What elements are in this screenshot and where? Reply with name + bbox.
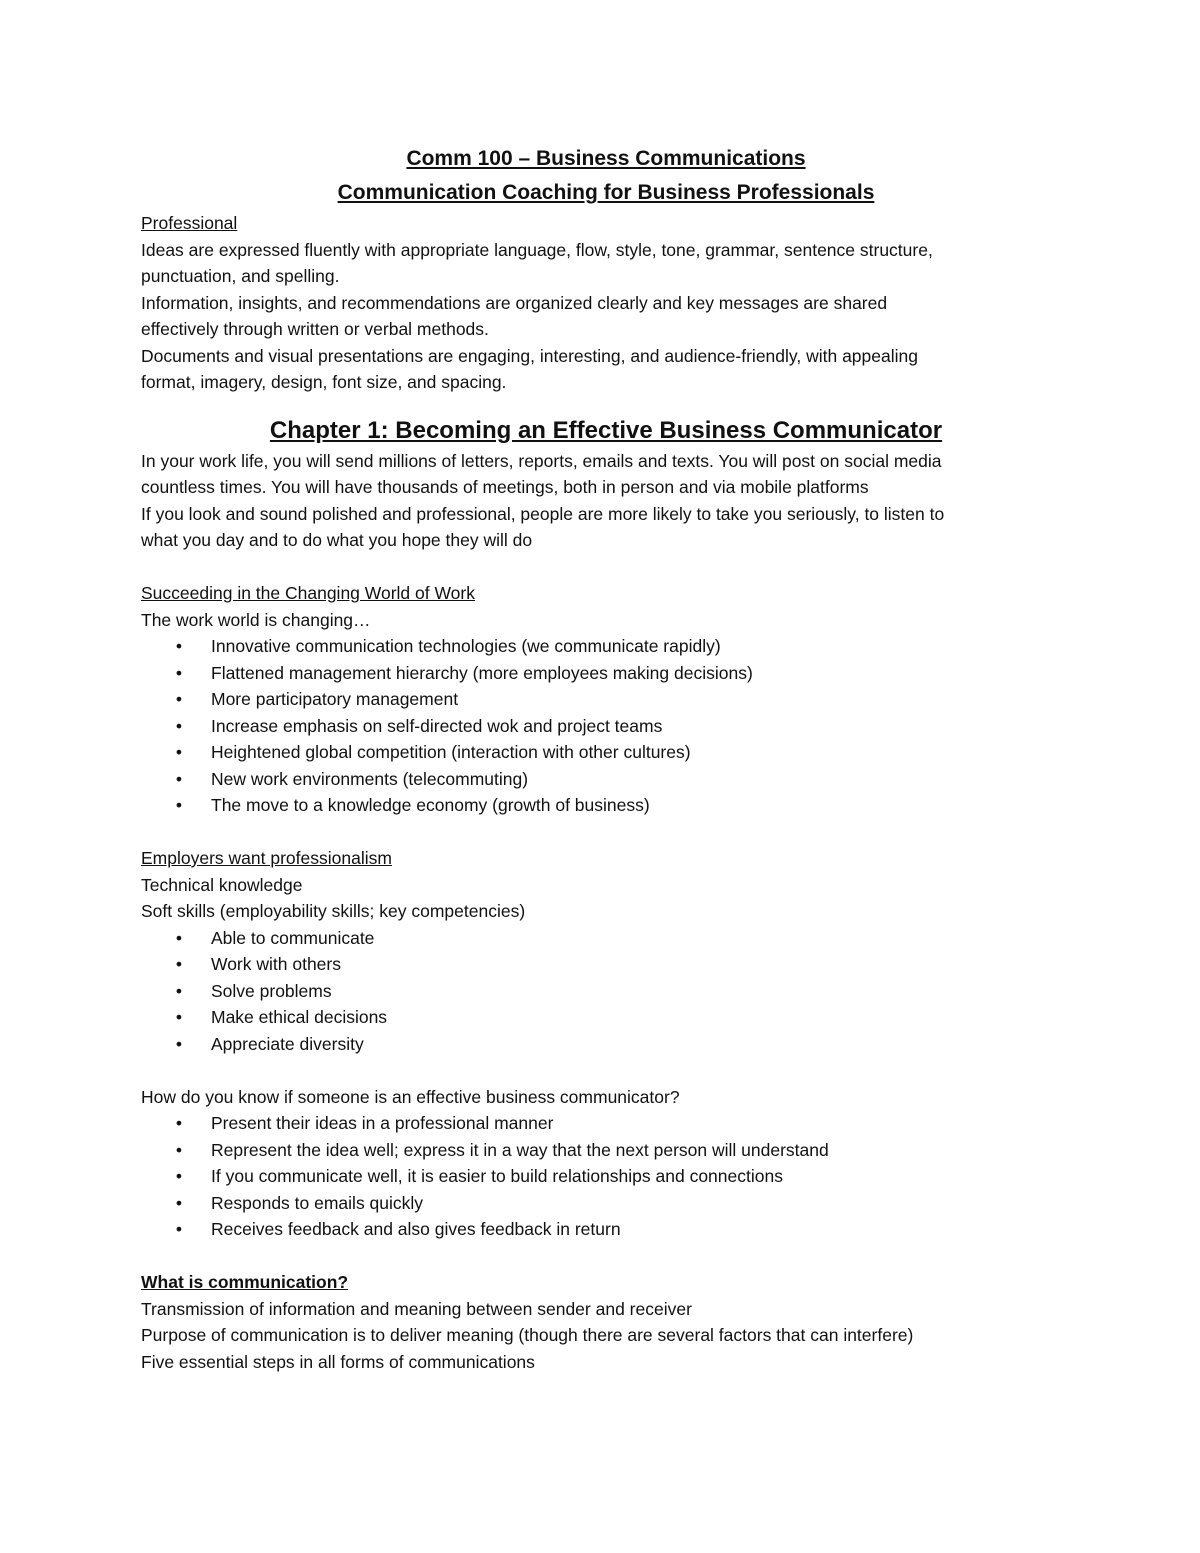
bullet-icon: •: [175, 795, 183, 815]
list-item: [141, 1216, 1071, 1243]
professional-line: format, imagery, design, font size, and spacing.: [141, 372, 507, 392]
bullet-icon: •: [175, 1192, 183, 1213]
chapter-intro-line: If you look and sound polished and professional, people are more likely to take you seriously, to listen to: [141, 503, 945, 524]
bullet-icon: •: [175, 715, 183, 736]
communication-heading: What is communication?: [141, 1272, 349, 1292]
list-item: [141, 766, 1071, 793]
list-item: [141, 978, 1071, 1005]
list-item-text: If you communicate well, it is easier to build relationships and connections: [211, 1166, 783, 1186]
bullet-icon: •: [175, 1166, 183, 1186]
bullet-icon: •: [175, 1139, 183, 1160]
bullet-icon: •: [175, 636, 183, 656]
list-item-text: Make ethical decisions: [211, 1007, 388, 1027]
list-item: [141, 633, 1071, 660]
professionalism-line: Technical knowledge: [141, 874, 303, 895]
document-body: [141, 142, 1071, 1375]
list-item-text: Receives feedback and also gives feedback in return: [211, 1219, 621, 1239]
bullet-icon: •: [175, 689, 183, 709]
professional-section: [141, 210, 1071, 396]
list-item: [141, 1190, 1071, 1217]
chapter-intro-line: what you day and to do what you hope they will do: [141, 530, 533, 550]
list-item: [141, 925, 1071, 952]
communication-line: Transmission of information and meaning between sender and receiver: [141, 1298, 692, 1319]
effective-list: [141, 1110, 1071, 1243]
list-item: [141, 739, 1071, 766]
list-item: [141, 1004, 1071, 1031]
list-item-text: Represent the idea well; express it in a way that the next person will understand: [211, 1139, 829, 1160]
list-item: [141, 951, 1071, 978]
communication-section: [141, 1269, 1071, 1375]
spacer: [141, 1243, 1071, 1270]
list-item: [141, 1163, 1071, 1190]
list-item-text: Work with others: [211, 954, 341, 974]
list-item-text: Able to communicate: [211, 927, 375, 948]
list-item-text: More participatory management: [211, 689, 459, 709]
changing-world-heading: Succeeding in the Changing World of Work: [141, 583, 475, 603]
changing-world-list: [141, 633, 1071, 819]
chapter-section: [141, 414, 1071, 554]
list-item-text: Increase emphasis on self-directed wok and project teams: [211, 715, 663, 736]
bullet-icon: •: [175, 768, 183, 789]
spacer: [141, 819, 1071, 846]
list-item: [141, 1137, 1071, 1164]
list-item: [141, 1110, 1071, 1137]
bullet-icon: •: [175, 954, 183, 974]
list-item: [141, 792, 1071, 819]
bullet-icon: •: [175, 1007, 183, 1027]
list-item-text: Heightened global competition (interaction with other cultures): [211, 742, 691, 762]
bullet-icon: •: [175, 1033, 183, 1054]
list-item-text: Appreciate diversity: [211, 1033, 364, 1054]
document-subtitle: Communication Coaching for Business Professionals: [337, 181, 875, 204]
professionalism-heading: Employers want professionalism: [141, 848, 392, 868]
spacer: [141, 1057, 1071, 1084]
course-title: Comm 100 – Business Communications: [406, 147, 806, 170]
effective-communicator-section: [141, 1084, 1071, 1243]
bullet-icon: •: [175, 1219, 183, 1239]
professional-line: Ideas are expressed fluently with appropriate language, flow, style, tone, grammar, sentence structure,: [141, 239, 933, 260]
list-item-text: Solve problems: [211, 980, 332, 1001]
professionalism-line: Soft skills (employability skills; key competencies): [141, 901, 526, 921]
chapter-title: Chapter 1: Becoming an Effective Business Communicator: [269, 416, 943, 444]
communication-line: Five essential steps in all forms of communications: [141, 1351, 535, 1372]
bullet-icon: •: [175, 1113, 183, 1133]
professional-heading: Professional: [141, 213, 238, 233]
bullet-icon: •: [175, 742, 183, 762]
list-item: [141, 1031, 1071, 1058]
list-item-text: Innovative communication technologies (we communicate rapidly): [211, 636, 721, 656]
soft-skills-list: [141, 925, 1071, 1058]
communication-line: Purpose of communication is to deliver meaning (though there are several factors that can interfere): [141, 1325, 914, 1345]
professional-line: Documents and visual presentations are engaging, interesting, and audience-friendly, with appealing: [141, 345, 918, 366]
effective-question: How do you know if someone is an effective business communicator?: [141, 1086, 680, 1107]
professional-line: effectively through written or verbal methods.: [141, 319, 489, 339]
professionalism-section: [141, 845, 1071, 1057]
professional-line: Information, insights, and recommendations are organized clearly and key messages are shared: [141, 292, 888, 313]
bullet-icon: •: [175, 662, 183, 683]
list-item-text: Present their ideas in a professional manner: [211, 1113, 554, 1133]
list-item-text: Responds to emails quickly: [211, 1192, 424, 1213]
professional-line: punctuation, and spelling.: [141, 266, 340, 286]
bullet-icon: •: [175, 927, 183, 948]
spacer: [141, 396, 1071, 414]
changing-world-lead: The work world is changing…: [141, 609, 371, 630]
spacer: [141, 554, 1071, 581]
changing-world-section: [141, 580, 1071, 819]
list-item-text: The move to a knowledge economy (growth of business): [211, 795, 650, 815]
list-item: [141, 660, 1071, 687]
list-item-text: New work environments (telecommuting): [211, 768, 529, 789]
chapter-intro-line: countless times. You will have thousands of meetings, both in person and via mobile platforms: [141, 477, 869, 497]
chapter-intro-line: In your work life, you will send millions of letters, reports, emails and texts. You will post on social media: [141, 450, 942, 471]
list-item: [141, 686, 1071, 713]
bullet-icon: •: [175, 980, 183, 1001]
title-block: [141, 142, 1071, 210]
list-item-text: Flattened management hierarchy (more employees making decisions): [211, 662, 753, 683]
list-item: [141, 713, 1071, 740]
